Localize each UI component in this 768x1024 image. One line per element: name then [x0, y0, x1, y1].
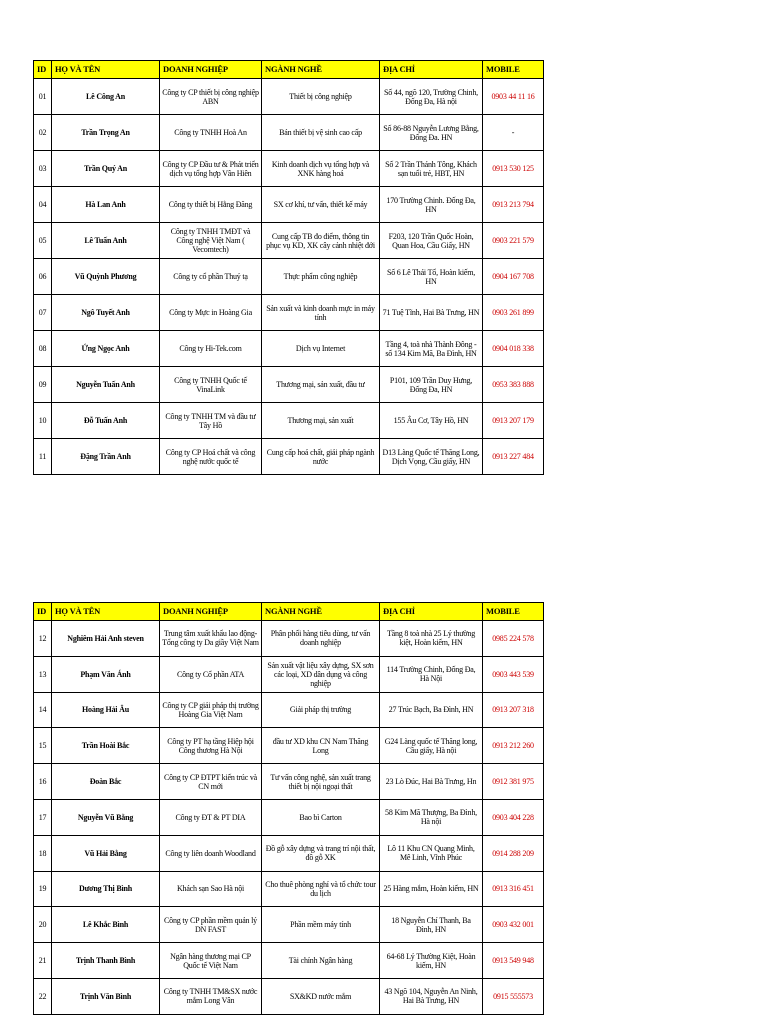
cell-id: 08 — [34, 331, 52, 367]
cell-id: 03 — [34, 151, 52, 187]
cell-id: 21 — [34, 943, 52, 979]
cell-address: P101, 109 Trần Duy Hưng, Đống Đa, HN — [380, 367, 483, 403]
header-address: ĐỊA CHỈ — [380, 603, 483, 621]
cell-address: Số 86-88 Nguyễn Lương Bằng, Đống Đa. HN — [380, 115, 483, 151]
cell-company: Công ty Cổ phần ATA — [160, 656, 262, 692]
table-row — [34, 259, 544, 295]
table-header-row — [34, 61, 544, 79]
table-row — [34, 835, 544, 871]
cell-industry: Thiết bị công nghiệp — [262, 79, 380, 115]
cell-industry: đầu tư XD khu CN Nam Thăng Long — [262, 728, 380, 764]
cell-name: Ứng Ngọc Anh — [52, 331, 160, 367]
cell-industry: Sản xuất và kinh doanh mực in máy tính — [262, 295, 380, 331]
header-name: HỌ VÀ TÊN — [52, 61, 160, 79]
cell-name: Nguyễn Tuấn Anh — [52, 367, 160, 403]
cell-address: F203, 120 Trần Quốc Hoàn, Quan Hoa, Cầu Giấy, HN — [380, 223, 483, 259]
cell-id: 02 — [34, 115, 52, 151]
cell-industry: Sản xuất vật liệu xây dựng, SX sơn các loại, XD dân dụng và công nghiệp — [262, 656, 380, 692]
header-company: DOANH NGHIỆP — [160, 61, 262, 79]
cell-address: Số 2 Trần Thánh Tông, Khách sạn tuổi trẻ, HBT, HN — [380, 151, 483, 187]
cell-id: 10 — [34, 403, 52, 439]
table-row — [34, 403, 544, 439]
table-row — [34, 656, 544, 692]
cell-name: Nguyễn Vũ Bằng — [52, 799, 160, 835]
cell-company: Công ty CP Đầu tư & Phát triển dịch vụ tổng hợp Vân Hiên — [160, 151, 262, 187]
cell-id: 12 — [34, 621, 52, 657]
cell-name: Trần Quý An — [52, 151, 160, 187]
cell-id: 16 — [34, 764, 52, 800]
cell-id: 09 — [34, 367, 52, 403]
table-row — [34, 871, 544, 907]
cell-industry: Thực phẩm công nghiệp — [262, 259, 380, 295]
cell-company: Công ty CP giải pháp thị trường Hoàng Gia Việt Nam — [160, 692, 262, 728]
cell-mobile: 0953 383 888 — [483, 367, 544, 403]
cell-id: 15 — [34, 728, 52, 764]
header-mobile: MOBILE — [483, 61, 544, 79]
cell-company: Công ty TNHH TM&SX nước mắm Long Vân — [160, 978, 262, 1014]
cell-industry: SX&KD nước mắm — [262, 978, 380, 1014]
cell-address: 64-68 Lý Thường Kiệt, Hoàn kiếm, HN — [380, 943, 483, 979]
header-address: ĐỊA CHỈ — [380, 61, 483, 79]
cell-address: 25 Hàng mắm, Hoàn kiếm, HN — [380, 871, 483, 907]
cell-mobile: 0903 432 001 — [483, 907, 544, 943]
cell-address: 23 Lò Đúc, Hai Bà Trưng, Hn — [380, 764, 483, 800]
cell-mobile: 0903 404 228 — [483, 799, 544, 835]
cell-industry: Cung cấp hoá chất, giải pháp ngành nước — [262, 439, 380, 475]
cell-address: Lô 11 Khu CN Quang Minh, Mê Linh, Vĩnh Phúc — [380, 835, 483, 871]
cell-id: 20 — [34, 907, 52, 943]
cell-company: Công ty thiết bị Hằng Đăng — [160, 187, 262, 223]
cell-industry: Phần mềm máy tính — [262, 907, 380, 943]
table-row — [34, 367, 544, 403]
table-row — [34, 295, 544, 331]
contacts-table-1 — [33, 60, 544, 475]
header-id: ID — [34, 603, 52, 621]
cell-name: Nghiêm Hải Anh steven — [52, 621, 160, 657]
header-company: DOANH NGHIỆP — [160, 603, 262, 621]
table-row — [34, 187, 544, 223]
cell-id: 04 — [34, 187, 52, 223]
cell-mobile: 0913 213 794 — [483, 187, 544, 223]
cell-name: Dương Thị Bình — [52, 871, 160, 907]
cell-id: 05 — [34, 223, 52, 259]
cell-name: Trịnh Văn Bình — [52, 978, 160, 1014]
cell-company: Công ty ĐT & PT DIA — [160, 799, 262, 835]
table-row — [34, 439, 544, 475]
table-row — [34, 331, 544, 367]
cell-address: Số 44, ngõ 120, Trường Chinh, Đống Đa, Hà nội — [380, 79, 483, 115]
table-row — [34, 79, 544, 115]
table-header-row — [34, 603, 544, 621]
header-id: ID — [34, 61, 52, 79]
cell-name: Vũ Quỳnh Phương — [52, 259, 160, 295]
cell-name: Lê Tuấn Anh — [52, 223, 160, 259]
cell-company: Công ty CP phần mềm quản lý DN FAST — [160, 907, 262, 943]
cell-name: Trịnh Thanh Bình — [52, 943, 160, 979]
cell-address: 18 Nguyễn Chí Thanh, Ba Đình, HN — [380, 907, 483, 943]
cell-company: Công ty Hi-Tek.com — [160, 331, 262, 367]
cell-company: Công ty TNHH Hoà An — [160, 115, 262, 151]
cell-name: Trần Trọng An — [52, 115, 160, 151]
cell-company: Công ty cổ phần Thuỷ tạ — [160, 259, 262, 295]
cell-id: 11 — [34, 439, 52, 475]
cell-name: Lê Công An — [52, 79, 160, 115]
cell-name: Hoàng Hải Âu — [52, 692, 160, 728]
cell-industry: Kinh doanh dịch vụ tổng hợp và XNK hàng hoá — [262, 151, 380, 187]
cell-address: Số 6 Lê Thái Tổ, Hoàn kiếm, HN — [380, 259, 483, 295]
cell-industry: SX cơ khí, tư vấn, thiết kế máy — [262, 187, 380, 223]
cell-id: 01 — [34, 79, 52, 115]
cell-mobile: 0903 44 11 16 — [483, 79, 544, 115]
header-name: HỌ VÀ TÊN — [52, 603, 160, 621]
table-row — [34, 621, 544, 657]
cell-id: 07 — [34, 295, 52, 331]
cell-mobile: 0913 549 948 — [483, 943, 544, 979]
cell-address: 71 Tuệ Tĩnh, Hai Bà Trưng, HN — [380, 295, 483, 331]
cell-name: Đặng Trần Anh — [52, 439, 160, 475]
cell-name: Vũ Hải Bằng — [52, 835, 160, 871]
cell-industry: Thương mại, sản xuất — [262, 403, 380, 439]
cell-industry: Tư vấn công nghệ, sản xuất trang thiết bị nội ngoại thất — [262, 764, 380, 800]
cell-mobile: 0903 221 579 — [483, 223, 544, 259]
table-row — [34, 943, 544, 979]
cell-name: Đoàn Bắc — [52, 764, 160, 800]
table-row — [34, 151, 544, 187]
cell-company: Công ty Mực in Hoàng Gia — [160, 295, 262, 331]
cell-name: Ngô Tuyết Anh — [52, 295, 160, 331]
cell-address: Tầng 8 toà nhà 25 Lý thường kiệt, Hoàn kiếm, HN — [380, 621, 483, 657]
cell-industry: Cho thuê phòng nghỉ và tổ chức tour du lịch — [262, 871, 380, 907]
cell-industry: Tài chính Ngân hàng — [262, 943, 380, 979]
table-row — [34, 978, 544, 1014]
cell-name: Đỗ Tuấn Anh — [52, 403, 160, 439]
cell-mobile: 0915 555573 — [483, 978, 544, 1014]
cell-address: Tầng 4, toà nhà Thành Đông - số 134 Kim Mã, Ba Đình, HN — [380, 331, 483, 367]
cell-mobile: 0913 316 451 — [483, 871, 544, 907]
cell-industry: Đồ gỗ xây dựng và trang trí nội thất, đồ gỗ XK — [262, 835, 380, 871]
table-row — [34, 907, 544, 943]
cell-company: Công ty CP thiết bị công nghiệp ABN — [160, 79, 262, 115]
cell-industry: Bán thiết bị vệ sinh cao cấp — [262, 115, 380, 151]
cell-mobile: 0913 227 484 — [483, 439, 544, 475]
cell-company: Công ty CP ĐTPT kiến trúc và CN mới — [160, 764, 262, 800]
cell-company: Trung tâm xuất khẩu lao động- Tổng công ty Da giầy Việt Nam — [160, 621, 262, 657]
cell-id: 06 — [34, 259, 52, 295]
header-mobile: MOBILE — [483, 603, 544, 621]
cell-mobile: 0914 288 209 — [483, 835, 544, 871]
cell-mobile: 0913 530 125 — [483, 151, 544, 187]
cell-address: 58 Kim Mã Thượng, Ba Đình, Hà nội — [380, 799, 483, 835]
cell-company: Công ty TNHH Quốc tế VinaLink — [160, 367, 262, 403]
cell-industry: Thương mại, sản xuất, đầu tư — [262, 367, 380, 403]
cell-id: 19 — [34, 871, 52, 907]
table-row — [34, 799, 544, 835]
header-industry: NGÀNH NGHỀ — [262, 603, 380, 621]
cell-industry: Giải pháp thị trường — [262, 692, 380, 728]
cell-industry: Cung cấp TB đo điểm, thông tin phục vụ KD, XK cây cảnh nhiệt đới — [262, 223, 380, 259]
cell-company: Khách sạn Sao Hà nội — [160, 871, 262, 907]
cell-address: D13 Làng Quốc tế Thăng Long, Dịch Vọng, Cầu giấy, HN — [380, 439, 483, 475]
table-row — [34, 115, 544, 151]
cell-id: 17 — [34, 799, 52, 835]
cell-name: Lê Khắc Bình — [52, 907, 160, 943]
cell-id: 18 — [34, 835, 52, 871]
cell-industry: Bao bì Carton — [262, 799, 380, 835]
cell-mobile: 0913 207 179 — [483, 403, 544, 439]
cell-mobile: 0912 381 975 — [483, 764, 544, 800]
cell-mobile: - — [483, 115, 544, 151]
cell-address: 170 Trường Chinh. Đống Đa, HN — [380, 187, 483, 223]
cell-id: 14 — [34, 692, 52, 728]
cell-id: 13 — [34, 656, 52, 692]
cell-company: Ngân hàng thương mại CP Quốc tế Việt Nam — [160, 943, 262, 979]
cell-company: Công ty PT hạ tầng Hiệp hội Công thương Hà Nội — [160, 728, 262, 764]
cell-industry: Dịch vụ Internet — [262, 331, 380, 367]
cell-company: Công ty TNHH TMĐT và Công nghệ Việt Nam ( Vecomtech) — [160, 223, 262, 259]
contacts-table-2 — [33, 602, 544, 1015]
cell-mobile: 0904 018 338 — [483, 331, 544, 367]
cell-company: Công ty CP Hoá chất và công nghệ nước quốc tế — [160, 439, 262, 475]
cell-id: 22 — [34, 978, 52, 1014]
cell-mobile: 0985 224 578 — [483, 621, 544, 657]
cell-name: Trần Hoài Bắc — [52, 728, 160, 764]
cell-address: 43 Ngõ 104, Nguyễn An Ninh, Hai Bà Trưng, HN — [380, 978, 483, 1014]
cell-mobile: 0903 443 539 — [483, 656, 544, 692]
cell-mobile: 0903 261 899 — [483, 295, 544, 331]
header-industry: NGÀNH NGHỀ — [262, 61, 380, 79]
cell-address: G24 Làng quốc tế Thăng long, Cầu giấy, Hà nội — [380, 728, 483, 764]
table-row — [34, 692, 544, 728]
cell-company: Công ty TNHH TM và đầu tư Tây Hồ — [160, 403, 262, 439]
cell-address: 27 Trúc Bạch, Ba Đình, HN — [380, 692, 483, 728]
cell-mobile: 0913 212 260 — [483, 728, 544, 764]
cell-name: Phạm Văn Ánh — [52, 656, 160, 692]
cell-address: 114 Trường Chinh, Đống Đa, Hà Nội — [380, 656, 483, 692]
cell-address: 155 Âu Cơ, Tây Hồ, HN — [380, 403, 483, 439]
table-row — [34, 764, 544, 800]
table-row — [34, 728, 544, 764]
cell-industry: Phân phối hàng tiêu dùng, tư vấn doanh nghiệp — [262, 621, 380, 657]
cell-mobile: 0904 167 708 — [483, 259, 544, 295]
cell-name: Hà Lan Anh — [52, 187, 160, 223]
cell-company: Công ty liên doanh Woodland — [160, 835, 262, 871]
table-row — [34, 223, 544, 259]
cell-mobile: 0913 207 318 — [483, 692, 544, 728]
